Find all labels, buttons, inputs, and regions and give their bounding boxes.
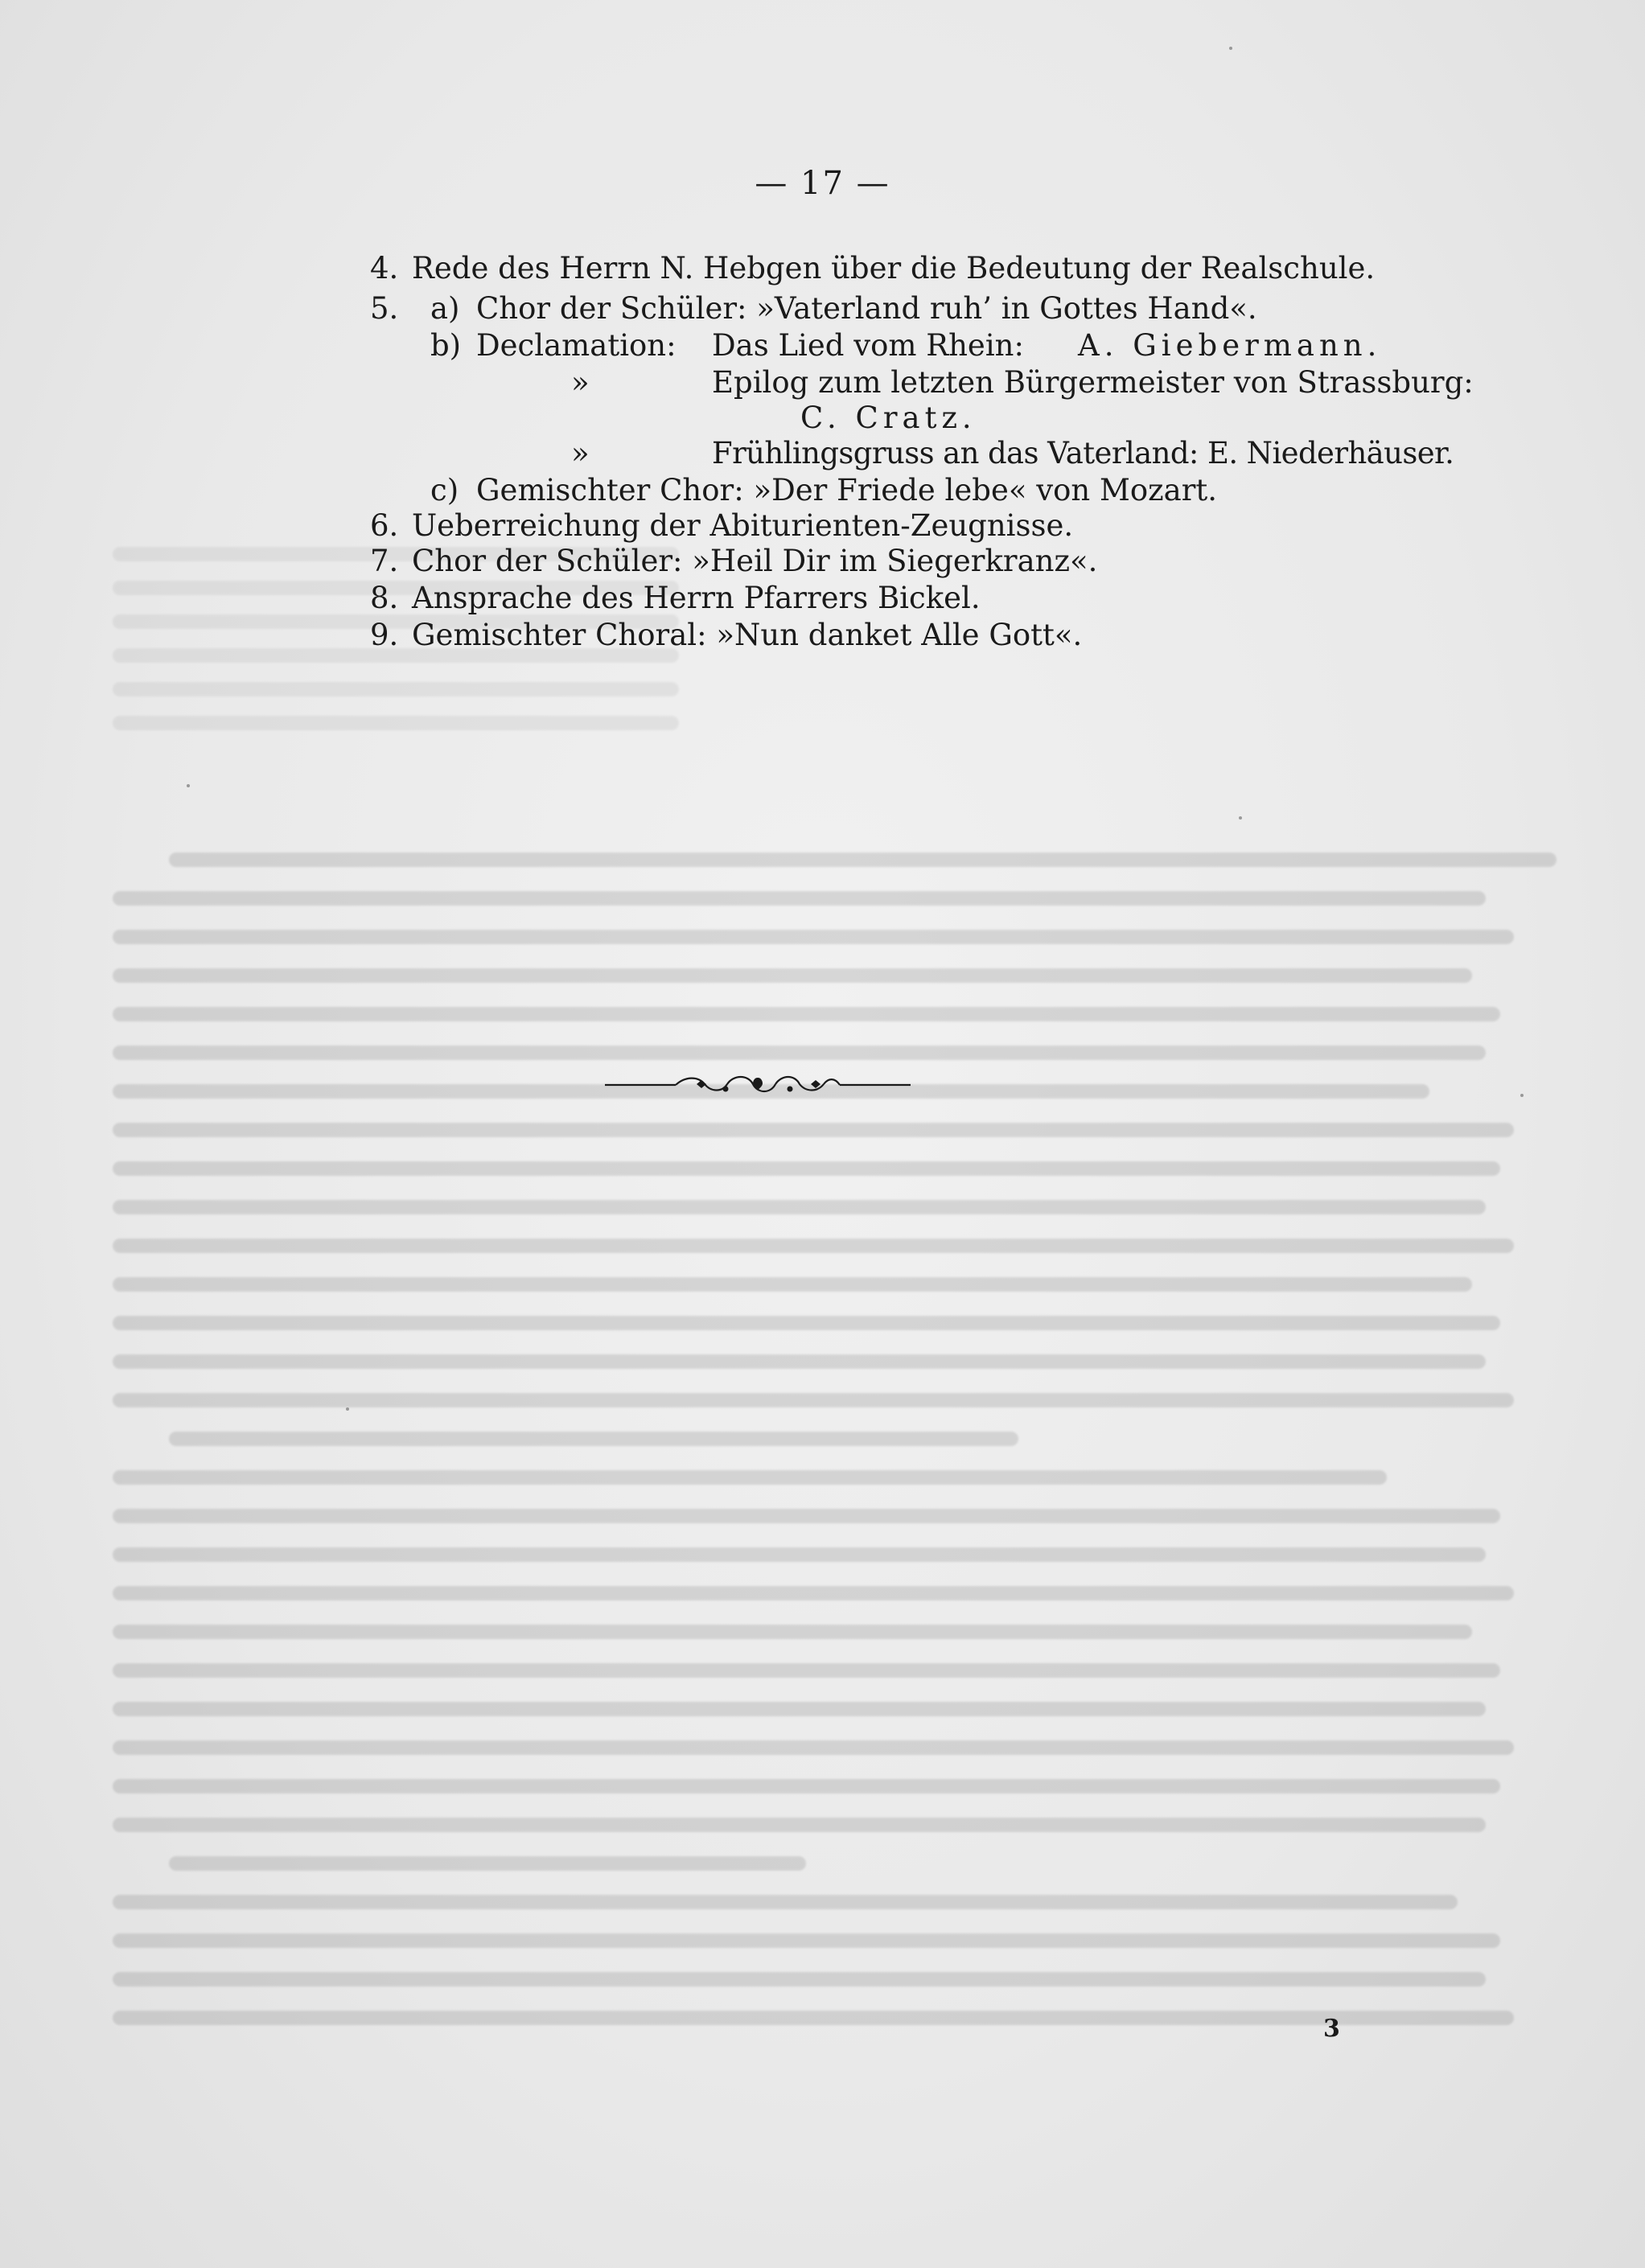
page-number: — 17 — bbox=[755, 165, 890, 202]
poem-author: C. Cratz. bbox=[800, 401, 977, 435]
ditto-mark: » bbox=[571, 365, 590, 400]
item-text: Gemischter Choral: »Nun danket Alle Gott«. bbox=[412, 618, 1083, 652]
paper-speck bbox=[1239, 816, 1242, 820]
paper-speck bbox=[1520, 1094, 1524, 1097]
item-subletter: b) bbox=[430, 328, 462, 363]
item-text: Rede des Herrn N. Hebgen über die Bedeutung der Realschule. bbox=[412, 251, 1376, 286]
poem-title: Epilog zum letzten Bürgermeister von Strassburg: bbox=[712, 365, 1474, 400]
item-number: 4. bbox=[370, 251, 399, 286]
poem-title: Das Lied vom Rhein: bbox=[712, 328, 1024, 363]
item-text: Chor der Schüler: »Heil Dir im Siegerkranz«. bbox=[412, 544, 1098, 578]
poem-title: Frühlingsgruss an das Vaterland: E. Niederhäuser. bbox=[712, 436, 1454, 470]
paper-speck bbox=[187, 784, 190, 787]
item-subletter: c) bbox=[430, 473, 459, 507]
item-number: 8. bbox=[370, 581, 399, 615]
item-text: Ansprache des Herrn Pfarrers Bickel. bbox=[412, 581, 981, 615]
item-number: 6. bbox=[370, 508, 399, 543]
item-number: 5. bbox=[370, 291, 399, 326]
item-number: 7. bbox=[370, 544, 399, 578]
item-subletter: a) bbox=[430, 291, 460, 326]
item-text: Gemischter Chor: »Der Friede lebe« von Mozart. bbox=[476, 473, 1218, 507]
ornament-divider-icon bbox=[605, 1073, 911, 1097]
item-text: Ueberreichung der Abiturienten-Zeugnisse. bbox=[412, 508, 1074, 543]
item-number: 9. bbox=[370, 618, 399, 652]
item-text: Chor der Schüler: »Vaterland ruh’ in Gottes Hand«. bbox=[476, 291, 1257, 326]
paper-speck bbox=[346, 1407, 349, 1411]
poem-author: A. Giebermann. bbox=[1078, 328, 1382, 363]
paper-speck bbox=[1229, 47, 1232, 50]
signature-mark: 3 bbox=[1323, 2015, 1340, 2043]
ditto-mark: » bbox=[571, 436, 590, 470]
declamation-label: Declamation: bbox=[476, 328, 677, 363]
